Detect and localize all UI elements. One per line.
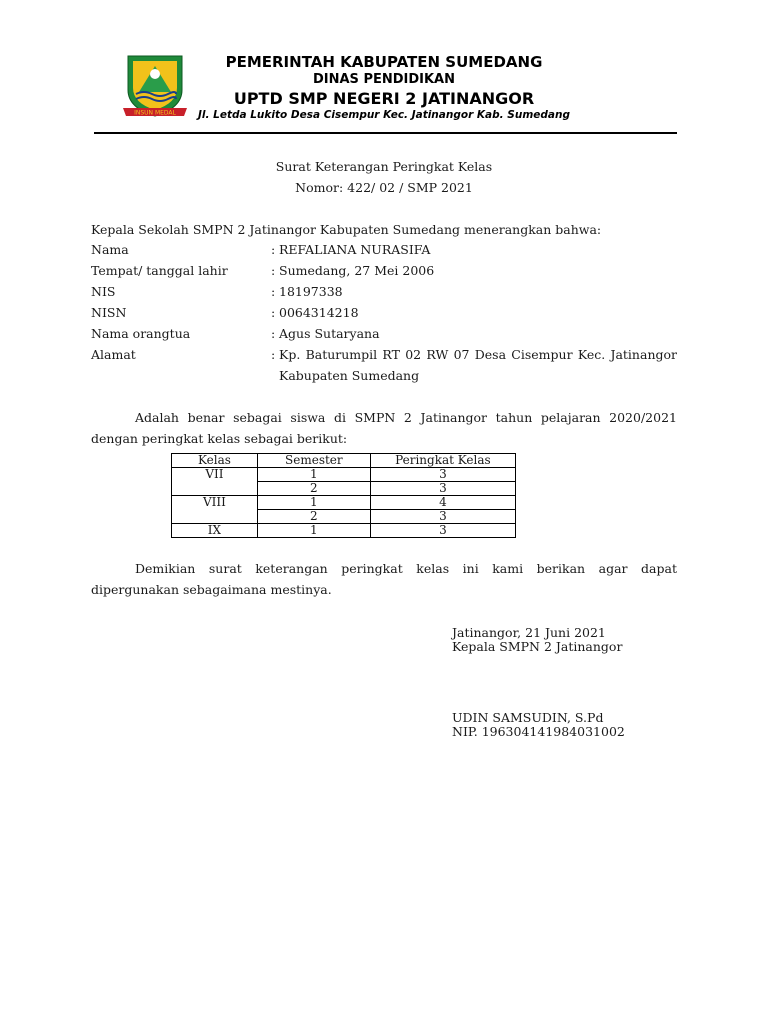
- table-header-row: [172, 454, 516, 468]
- logo-motto: INSUN MEDAL: [134, 109, 176, 117]
- signature-place-date: Jatinangor, 21 Juni 2021: [452, 625, 606, 640]
- rank-table: [171, 453, 516, 538]
- field-label: Nama: [91, 242, 129, 257]
- field-value-orangtua: Agus Sutaryana: [279, 326, 380, 341]
- field-label: NISN: [91, 305, 127, 320]
- table-cell-kelas: IX: [172, 524, 258, 538]
- table-row: [172, 468, 516, 482]
- field-value-nama: REFALIANA NURASIFA: [279, 242, 431, 257]
- field-colon: :: [271, 326, 276, 341]
- signature-position: Kepala SMPN 2 Jatinangor: [452, 639, 623, 654]
- table-cell-peringkat: 3: [370, 510, 515, 524]
- table-header: Semester: [257, 454, 370, 468]
- table-cell-semester: 1: [257, 496, 370, 510]
- table-header: Peringkat Kelas: [370, 454, 515, 468]
- field-colon: :: [271, 284, 276, 299]
- field-value-nisn: 0064314218: [279, 305, 359, 320]
- closing-paragraph: Demikian surat keterangan peringkat kelas ini kami berikan agar dapat dipergunakan sebagaimana mestinya.: [91, 561, 677, 597]
- table-cell-kelas: VII: [172, 468, 258, 496]
- letterhead-department: DINAS PENDIDIKAN: [312, 72, 456, 87]
- field-colon: :: [271, 263, 276, 278]
- table-row: [172, 524, 516, 538]
- table-header: Kelas: [172, 454, 258, 468]
- letter-title: Surat Keterangan Peringkat Kelas: [275, 159, 493, 174]
- table-cell-peringkat: 3: [370, 482, 515, 496]
- statement-paragraph: Adalah benar sebagai siswa di SMPN 2 Jatinangor tahun pelajaran 2020/2021 dengan peringkat kelas sebagai berikut:: [91, 410, 677, 446]
- table-cell-peringkat: 3: [370, 524, 515, 538]
- table-cell-semester: 1: [257, 524, 370, 538]
- table-cell-semester: 2: [257, 482, 370, 496]
- letterhead-divider: [94, 132, 677, 134]
- intro-text: Kepala Sekolah SMPN 2 Jatinangor Kabupaten Sumedang menerangkan bahwa:: [91, 222, 602, 237]
- field-label: Alamat: [91, 347, 136, 362]
- table-cell-semester: 1: [257, 468, 370, 482]
- letterhead-government: PEMERINTAH KABUPATEN SUMEDANG: [225, 53, 543, 71]
- sumedang-emblem-icon: [122, 52, 188, 122]
- field-value-alamat: Kp. Baturumpil RT 02 RW 07 Desa Cisempur Kec. Jatinangor Kabupaten Sumedang: [279, 347, 677, 383]
- letter-number: Nomor: 422/ 02 / SMP 2021: [295, 180, 473, 195]
- field-value-nis: 18197338: [279, 284, 343, 299]
- table-cell-kelas: VIII: [172, 496, 258, 524]
- table-cell-peringkat: 4: [370, 496, 515, 510]
- field-colon: :: [271, 242, 276, 257]
- table-cell-peringkat: 3: [370, 468, 515, 482]
- field-label: Tempat/ tanggal lahir: [91, 263, 228, 278]
- table-cell-semester: 2: [257, 510, 370, 524]
- field-colon: :: [271, 305, 276, 320]
- letterhead-school: UPTD SMP NEGERI 2 JATINANGOR: [233, 89, 535, 108]
- field-colon: :: [271, 347, 276, 362]
- signature-name: UDIN SAMSUDIN, S.Pd: [452, 710, 604, 725]
- field-label: Nama orangtua: [91, 326, 191, 341]
- letterhead-address: Jl. Letda Lukito Desa Cisempur Kec. Jatinangor Kab. Sumedang: [198, 109, 570, 121]
- field-value-ttl: Sumedang, 27 Mei 2006: [279, 263, 435, 278]
- table-row: [172, 496, 516, 510]
- signature-nip: NIP. 196304141984031002: [452, 724, 625, 739]
- field-label: NIS: [91, 284, 116, 299]
